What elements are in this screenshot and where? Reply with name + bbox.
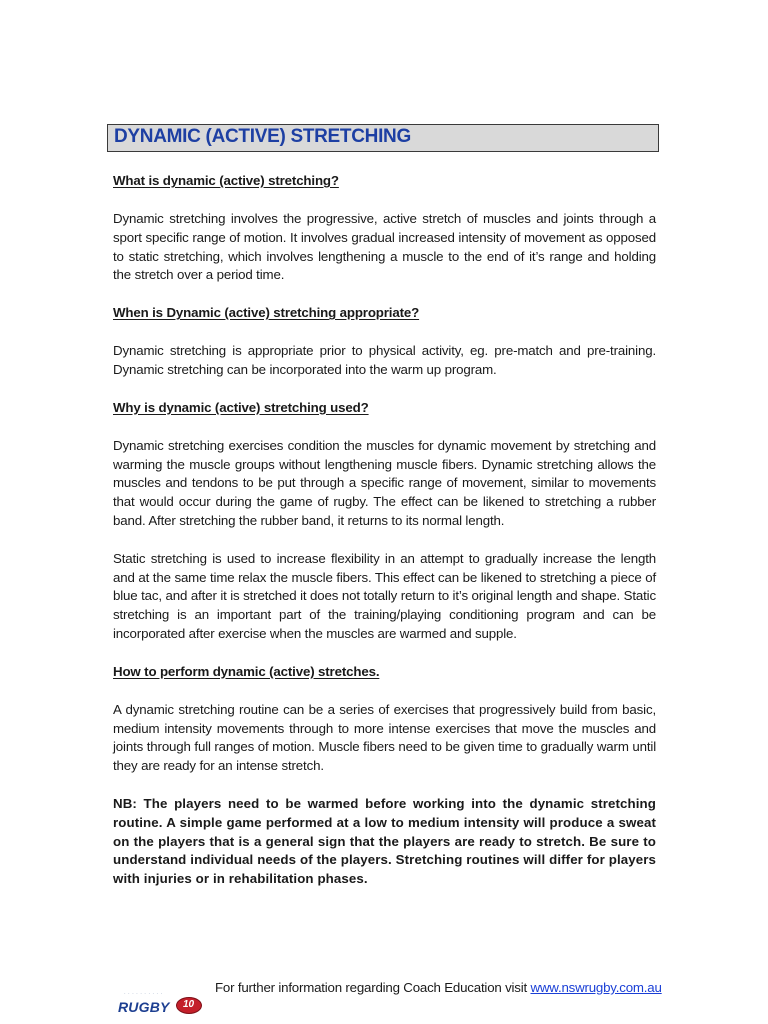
title-box (107, 124, 659, 152)
footer-info-text: For further information regarding Coach Education visit (215, 980, 531, 995)
paragraph-why-static: Static stretching is used to increase flexibility in an attempt to gradually increase the length and at the same time relax the muscle fibers. This effect can be likened to stretching a piece of blue tac, and after it is stretched it does not totally return to it’s original length and shape. Static stretching is an important part of the training/playing conditioning program and can be incorporated after exercise when the muscles are warmed and supple. (113, 550, 656, 641)
nb-note: NB: The players need to be warmed before working into the dynamic stretching routine. A simple game performed at a low to medium intensity will produce a sweat on the players that is a general sign that the players are ready to stretch. Be sure to understand individual needs of the players. Stretching routines will differ for players with injuries or in rehabilitation phases. (113, 795, 656, 887)
paragraph-when: Dynamic stretching is appropriate prior to physical activity, eg. pre-match and pre-training. Dynamic stretching can be incorporated into the warm up program. (113, 343, 656, 377)
logo-wordmark: RUGBY (118, 999, 170, 1015)
nswrugby-link[interactable]: www.nswrugby.com.au (530, 980, 662, 995)
document-body (113, 172, 656, 889)
footer-text (215, 979, 662, 997)
paragraph-why-dynamic: Dynamic stretching exercises condition the muscles for dynamic movement by stretching and warming the muscle groups without lengthening muscle fibers. Dynamic stretching allows the muscles and tendons to be put through a specific range of movement, similar to movements that would occur during the game of rugby. The effect can be likened to stretching a rubber band. After stretching the rubber band, it returns to its normal length. (113, 437, 656, 528)
section-heading-how: How to perform dynamic (active) stretches. (113, 663, 380, 679)
logo-ball-text: 10 (183, 999, 195, 1010)
section-heading-when: When is Dynamic (active) stretching appropriate? (113, 305, 420, 321)
section-heading-what: What is dynamic (active) stretching? (113, 173, 339, 188)
footer (118, 979, 678, 1019)
nsw-rugby-logo-icon (118, 991, 204, 1017)
page-title: DYNAMIC (ACTIVE) STRETCHING (114, 126, 411, 147)
paragraph-what: Dynamic stretching involves the progressive, active stretch of muscles and joints through a sport specific range of motion. It involves gradual increased intensity of movement as opposed to static stretching, which involves lengthening a muscle to the end of it’s range and holding the stretch over a period time. (113, 211, 656, 283)
paragraph-how: A dynamic stretching routine can be a series of exercises that progressively build from basic, medium intensity movements through to more intense exercises that move the muscles and joints through full ranges of motion. Muscle fibers need to be given time to gradually warm until they are ready for an intense stretch. (113, 701, 656, 774)
rugby-ball-icon (176, 997, 202, 1014)
logo-small-text-icon: · · · · · · · · · · (124, 991, 163, 997)
section-heading-why: Why is dynamic (active) stretching used? (113, 399, 369, 415)
